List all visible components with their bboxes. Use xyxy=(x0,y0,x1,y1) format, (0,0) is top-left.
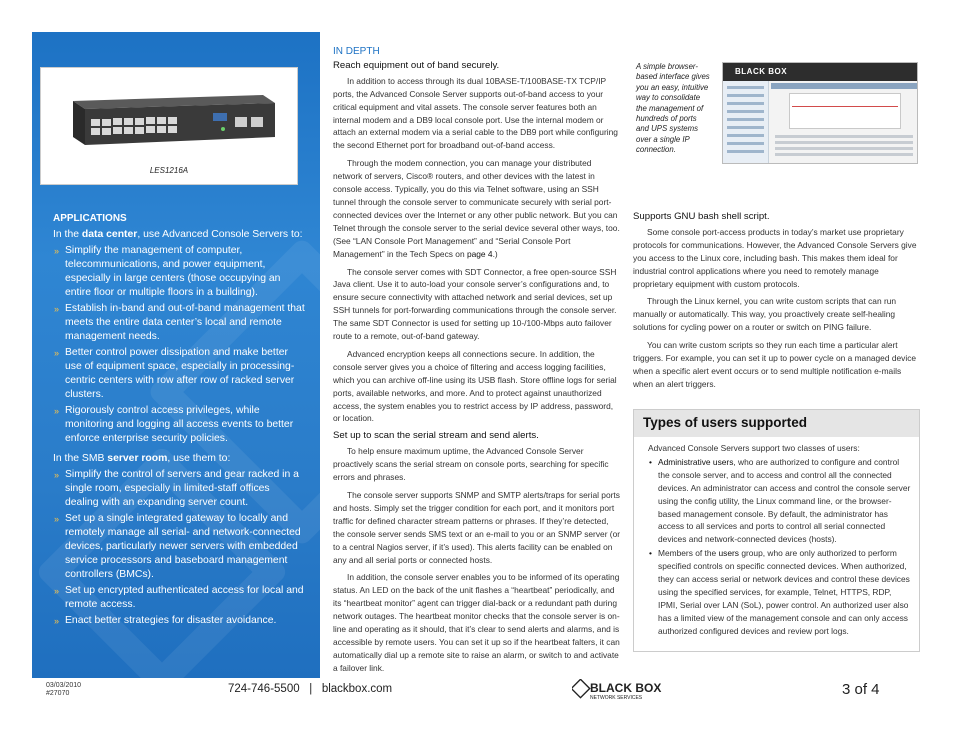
footer-website[interactable]: blackbox.com xyxy=(321,683,393,695)
footer-date: 03/03/2010 xyxy=(46,682,82,689)
list-item: » Set up encrypted authenticated access for local and remote access. xyxy=(54,585,304,610)
users-list xyxy=(648,456,911,638)
footer-contact xyxy=(228,683,392,695)
gnu-bash-section xyxy=(633,211,920,396)
list-item: » Better control power dissipation and make better use of equipment space, especially in processing-centric centers with row after row of racked server clusters. xyxy=(54,347,295,400)
in-depth-column xyxy=(333,46,622,680)
paragraph: In addition, the console server enables you to be informed of its operating status. An LED on the back of the unit flashes a “heartbeat” periodically, and its “heartbeat monitor” agent can trigger dial-back or a redundant path during network outages. The heartbeat monitor checks that the console server is on-line and operating as it should, that it’s clear to send alerts and alarms, and is accessible by remote users. You can set it up so if the heartbeat falters, it can automatically dial up a remote site to raise an alarm, or switch to and activate a failover link. xyxy=(333,572,620,673)
bullet-icon: • xyxy=(649,548,652,559)
product-caption: LES1216A xyxy=(149,166,189,175)
footer-doc-id: #27070 xyxy=(46,690,70,697)
black-box-logo xyxy=(572,679,668,701)
data-center-list xyxy=(53,244,305,446)
users-box-body xyxy=(634,437,919,638)
paragraph: The console server supports SNMP and SMTP alerts/traps for serial ports and hosts. Simply set the trigger condition for each port, and it monitors port traffic for defined character stream patterns or phrases. If they’re detected, the console server sends SMS text or an e-mail to you or an SNMP server (or to a central Nagios server, if it’s used). This alerts facility can be enabled on any and all serial ports or connected hosts. xyxy=(333,490,621,565)
subheading: Reach equipment out of band securely. xyxy=(333,59,500,71)
list-item: » Establish in-band and out-of-band management that meets the entire data center’s local and remote management needs. xyxy=(54,303,305,342)
footer-doc-info xyxy=(46,682,81,698)
paragraph: In addition to access through its dual 10BASE-T/100BASE-TX TCP/IP ports, the Advanced Console Server supports out-of-band access to your critical equipment and vital assets. The console server features both an internal modem and a DB9 local console port. Use the internal modem or attach an external modem via a serial cable to the DB9 port while configuring the second Ethernet port for broadband out-of-band access. xyxy=(333,75,618,151)
screenshot-logo: BLACK BOX xyxy=(735,67,788,76)
logo-sub-text: NETWORK SERVICES xyxy=(590,695,643,701)
list-item: » Enact better strategies for disaster avoidance. xyxy=(54,615,277,626)
server-room-list xyxy=(53,468,305,628)
footer-phone: 724-746-5500 xyxy=(228,683,300,695)
paragraph: Some console port-access products in today’s market use proprietary protocols for communications. However, the Advanced Console Servers give you access to the Linux core, including bash. This makes them ideal for industrial control applications where you need to remotely manage proprietary equipment with custom protocols. xyxy=(633,226,917,289)
paragraph: Advanced encryption keeps all connections secure. In addition, the console server gives you a choice of filtering and access logging facilities, which you can archive off-line using its USB flash. Store offline logs for serial ports, available networks, and more. And to protect against unauthorized access, the system enables you to restrict access by IP address, password, or location. xyxy=(333,348,617,424)
page-link[interactable]: page 4 xyxy=(466,248,493,259)
list-item: » Simplify the control of servers and gear racked in a single room, especially in limited-staff offices dealing with an expanding server count. xyxy=(54,469,299,508)
screenshot-table xyxy=(775,135,913,159)
subheading: Set up to scan the serial stream and send alerts. xyxy=(333,430,539,442)
in-depth-heading: IN DEPTH xyxy=(333,46,380,57)
footer-separator: | xyxy=(309,683,313,695)
screenshot-caption: A simple browser-based interface gives you an easy, intuitive way to consolidate the management of hundreds of ports and UPS systems over a single IP connection. xyxy=(636,62,710,155)
users-box-title: Types of users supported xyxy=(634,410,919,437)
product-image-box xyxy=(40,67,298,185)
users-intro: Advanced Console Servers support two classes of users: xyxy=(648,443,860,453)
paragraph: To help ensure maximum uptime, the Advanced Console Server proactively scans the serial stream on console ports, searching for specific errors and phrases. xyxy=(333,446,609,483)
list-item: • Members of the users group, who are only authorized to perform specified controls on specific connected devices. When authorized, they can access serial or network devices and control these devices using the specified services, for example, Telnet, HTTPS, RDP, IPMI, Serial over LAN (SoL), power control. An authorized user also has a limited view of the management console and can only access authorized configured devices and review port logs. xyxy=(649,548,910,636)
subheading: Supports GNU bash shell script. xyxy=(633,211,770,222)
data-center-intro: In the data center, use Advanced Console Servers to: xyxy=(53,229,303,240)
bullet-icon: • xyxy=(649,456,652,467)
screenshot-nav xyxy=(723,81,769,164)
list-item: » Set up a single integrated gateway to locally and remotely manage all serial- and network-connected devices, particularly newer servers with embedded service processors and baseboard management controllers (BMCs). xyxy=(54,513,301,580)
applications-heading: APPLICATIONS xyxy=(53,213,127,224)
screenshot-graph xyxy=(789,93,901,129)
paragraph: Through the Linux kernel, you can write custom scripts that can run manually or automatically. This way, you proactively create self-healing solutions for cycling power on a router or switch on PING failure. xyxy=(633,296,897,333)
list-item: » Simplify the management of computer, telecommunications, and power equipment, especially in large centers (those occupying an entire floor or multiple floors in a building). xyxy=(54,245,281,298)
paragraph: You can write custom scripts so they run each time a particular alert triggers. For example, you can set it up to power cycle on a managed device when a specific alert event occurs or to send multiple notification e-mails when an alert triggers. xyxy=(633,340,917,389)
applications-section xyxy=(53,212,305,634)
logo-main-text: BLACK BOX xyxy=(590,681,662,695)
server-room-intro: In the SMB server room, use them to: xyxy=(53,453,231,464)
browser-interface-screenshot xyxy=(722,62,918,164)
screenshot-title-strip xyxy=(771,83,917,89)
console-server-device-image xyxy=(63,93,277,155)
paragraph: The console server comes with SDT Connector, a free open-source SSH Java client. Use it to auto-load your console server’s configurations and, to ensure secure connectivity with attached network and serial devices, set up SSH tunnels for port-forwarding communications through the console server. The same SDT Connector is used for setting up 10-/100-Mbps auto failover route to a remote, out-of-band gateway. xyxy=(333,266,617,342)
list-item: • Administrative users, who are authorized to configure and control the console server, and to access and control all the connected devices. An administrator can access and control the console server using the config utility, the Linux command line, or the browser-based management console. By default, the administrator has access to all services and ports to control all serial connected devices and network-connected devices (hosts). xyxy=(649,456,911,545)
users-supported-box xyxy=(633,409,920,652)
page-number: 3 of 4 xyxy=(842,681,880,698)
graph-line xyxy=(792,106,898,107)
paragraph: Through the modem connection, you can manage your distributed network of servers, Cisco® routers, and other devices with the latest in console access. Typically, you do this via Telnet software, using an SSH tunnel through the console server to communicate securely with serial port-connected devices over the Internet or any other public network. But you can Telnet through the console server to the serial device several other ways, too. (See “LAN Console Port Management” and “Serial Console Port Management” in the Tech Specs on page 4.) xyxy=(333,158,620,259)
list-item: » Rigorously control access privileges, while monitoring and logging all access events to better enforce enterprise security policies. xyxy=(54,405,294,444)
